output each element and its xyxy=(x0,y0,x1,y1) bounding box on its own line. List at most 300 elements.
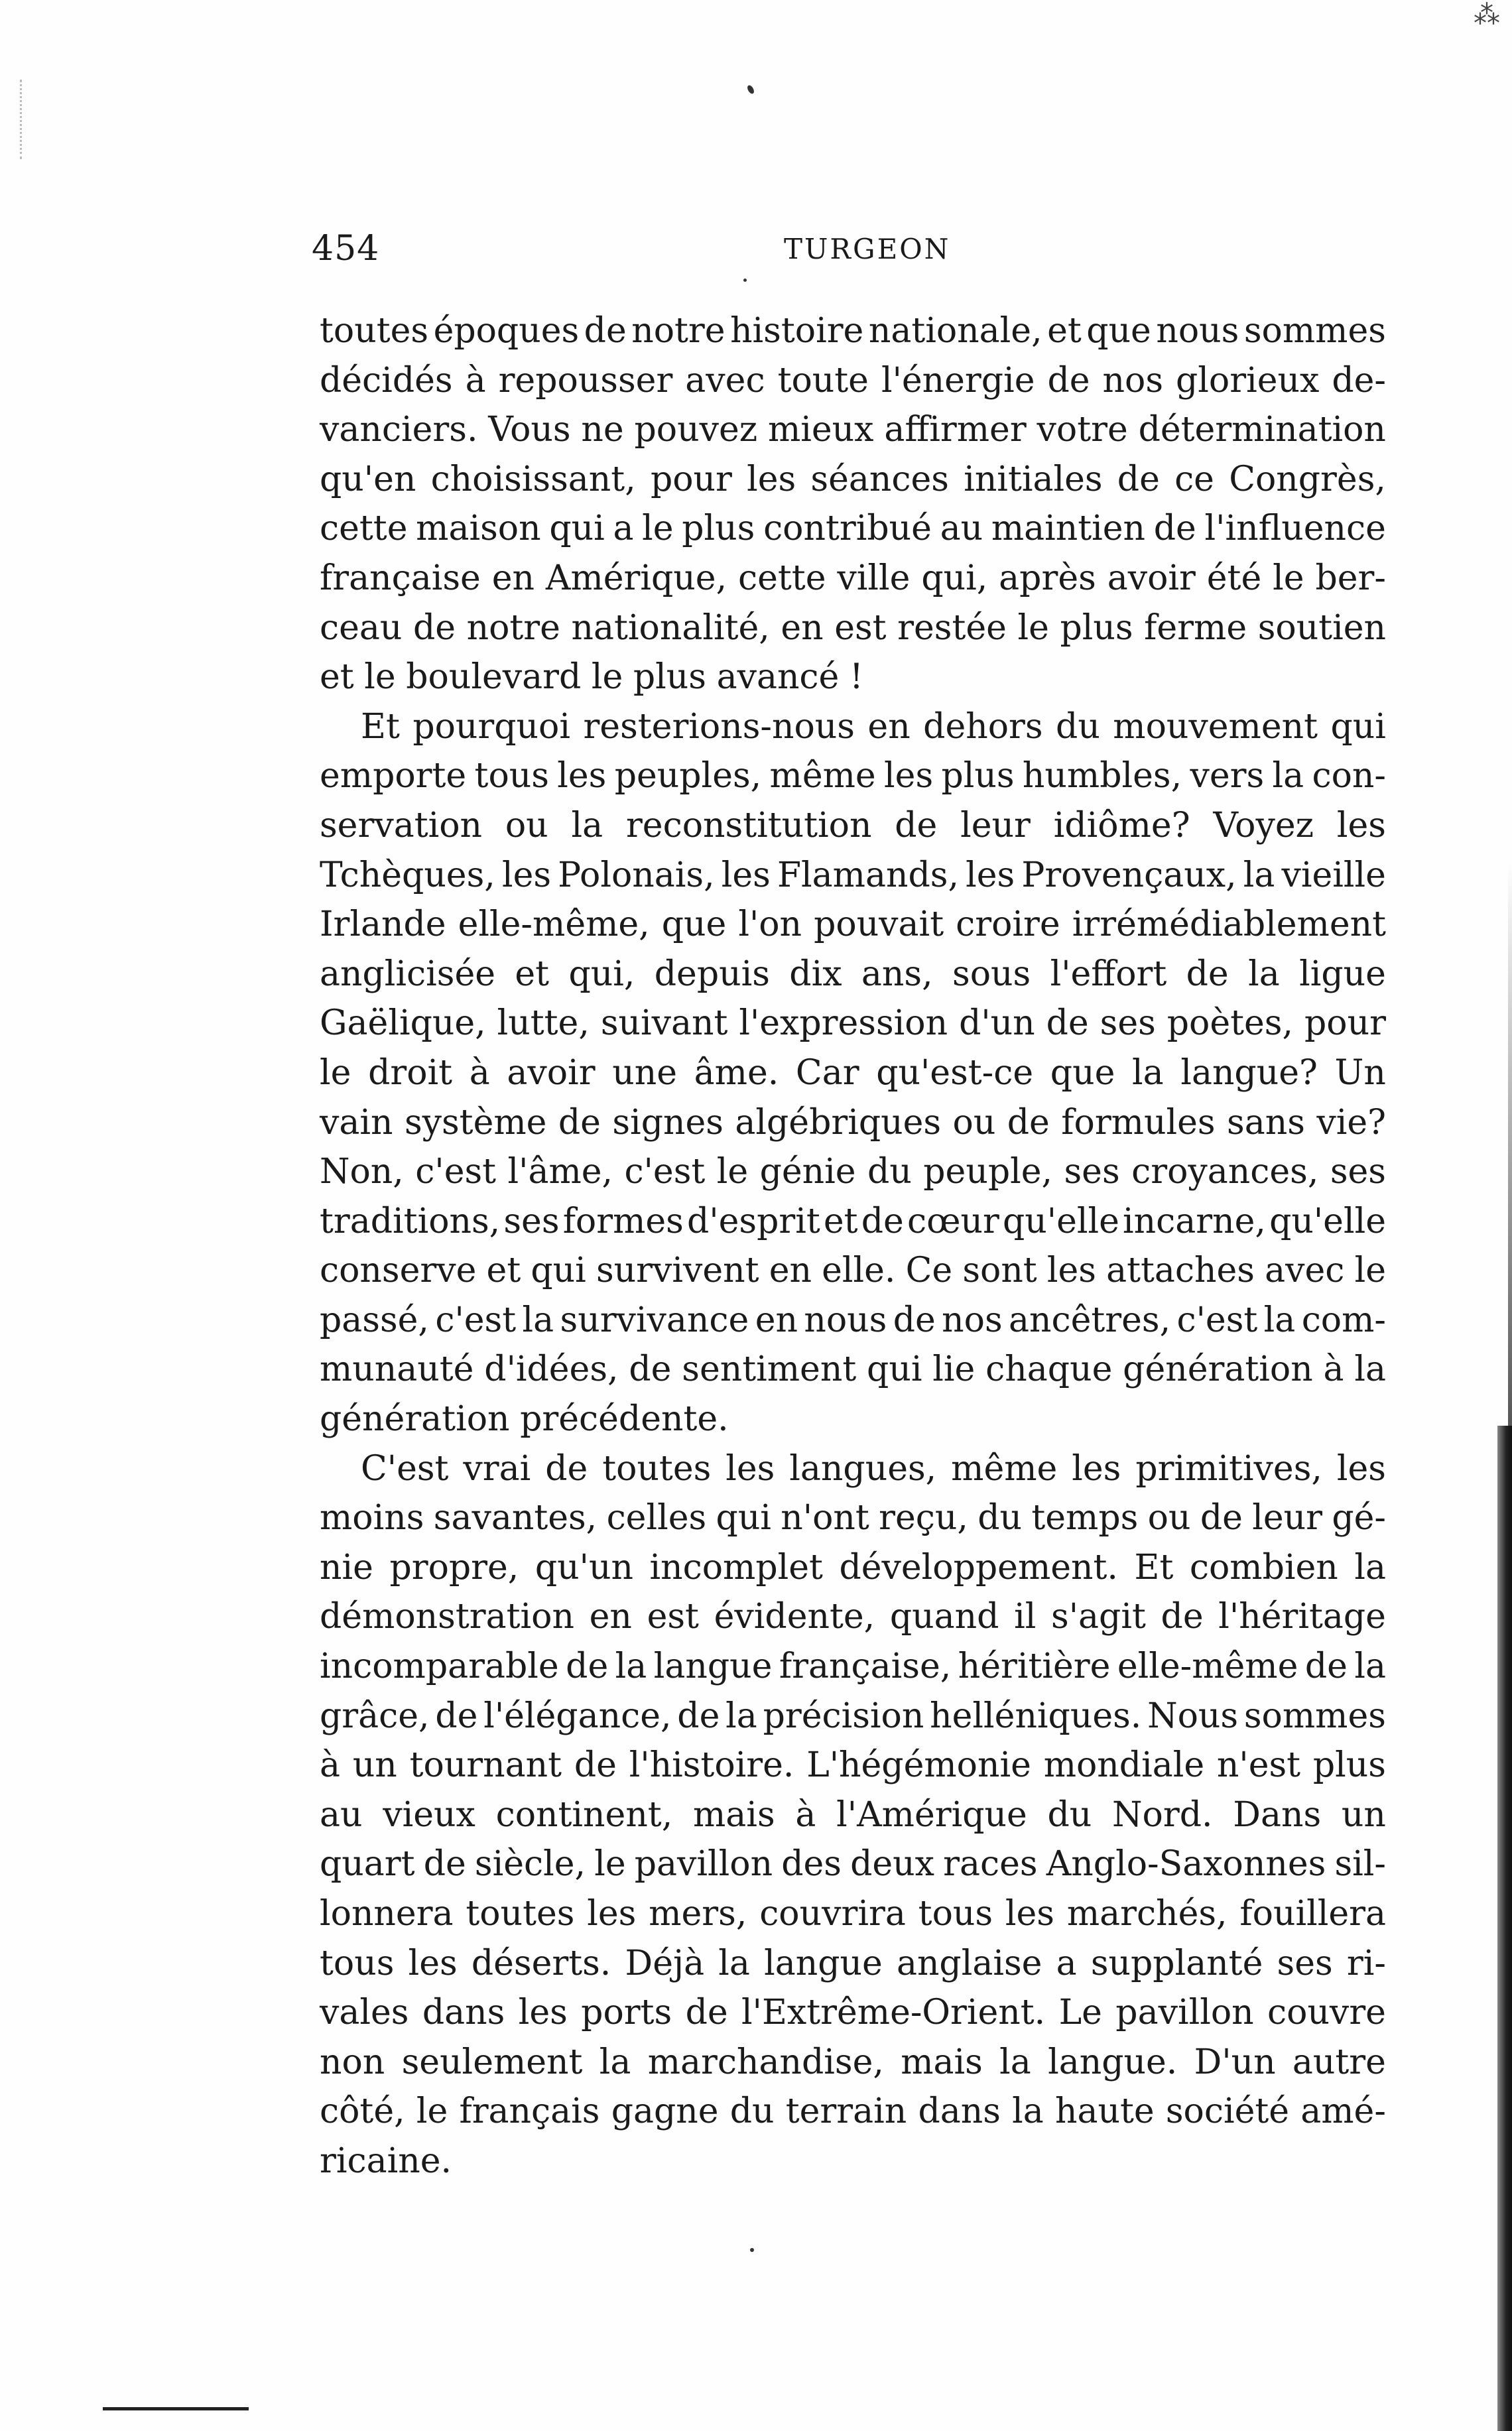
word: boulevard xyxy=(406,657,582,698)
text-line xyxy=(320,702,1386,752)
word: elle-même xyxy=(1117,1647,1298,1687)
word: le xyxy=(1273,558,1304,598)
word: les xyxy=(1072,1448,1121,1489)
word: avancé xyxy=(716,657,840,698)
word: Dans xyxy=(1233,1794,1322,1835)
word: en xyxy=(491,558,535,598)
word: Un xyxy=(1334,1052,1386,1093)
word: amé- xyxy=(1300,2091,1386,2132)
word: combien xyxy=(1189,1547,1338,1588)
word: ber- xyxy=(1315,558,1386,598)
word: munauté xyxy=(320,1349,474,1390)
word: de xyxy=(1046,1003,1089,1044)
word: avoir xyxy=(507,1052,596,1093)
word: irrémédiablement xyxy=(1072,904,1386,945)
word: n'est xyxy=(1216,1745,1301,1786)
word: de xyxy=(1186,954,1229,994)
word: le xyxy=(320,1052,351,1093)
word: la xyxy=(1012,2091,1044,2132)
word: de xyxy=(545,1448,588,1489)
word: dehors xyxy=(923,706,1043,747)
word: les xyxy=(884,756,934,796)
word: gé- xyxy=(1332,1498,1386,1538)
word: de xyxy=(558,1102,601,1143)
word: la xyxy=(999,2042,1031,2082)
text-line xyxy=(320,554,1386,603)
word: ri- xyxy=(1346,1943,1386,1983)
word: nationalité, xyxy=(571,607,770,648)
word: Tchèques, xyxy=(320,855,495,895)
word: démonstration xyxy=(320,1597,574,1637)
word: algébriques xyxy=(735,1102,942,1143)
word: le xyxy=(594,1844,626,1885)
word: tous xyxy=(918,1894,993,1934)
word: haute xyxy=(1054,2091,1155,2132)
word: langue. xyxy=(1048,2042,1178,2082)
word: humbles, xyxy=(1022,756,1182,796)
word: de xyxy=(1007,1102,1050,1143)
word: couvre xyxy=(1267,1993,1386,2033)
word: précédente. xyxy=(520,1399,729,1440)
page-header xyxy=(312,229,1386,282)
word: qui xyxy=(1330,706,1386,747)
word: le xyxy=(416,2091,448,2132)
word: idiôme? xyxy=(1053,805,1190,845)
word: vieille xyxy=(1281,855,1386,895)
word: sous xyxy=(952,954,1031,994)
word: com- xyxy=(1301,1300,1386,1340)
word: à xyxy=(320,1745,341,1786)
text-line xyxy=(320,2137,1386,2186)
word: le xyxy=(1354,1251,1386,1291)
word: à xyxy=(795,1794,816,1835)
word: quart xyxy=(320,1844,415,1885)
word: savantes, xyxy=(433,1498,598,1538)
word: nous xyxy=(804,1300,887,1340)
text-line xyxy=(320,1988,1386,2038)
word: que xyxy=(1086,311,1151,351)
word: pour xyxy=(1304,1003,1386,1044)
word: anglicisée xyxy=(320,954,496,994)
word: moins xyxy=(320,1498,424,1538)
word: et xyxy=(515,954,550,994)
word: d'idées, xyxy=(484,1349,619,1390)
word: française, xyxy=(779,1647,952,1687)
text-line xyxy=(320,1147,1386,1197)
word: reconstitution xyxy=(625,805,872,845)
word: détermination xyxy=(1138,410,1386,450)
text-line xyxy=(320,1543,1386,1593)
word: un xyxy=(352,1745,397,1786)
word: la xyxy=(1354,1647,1386,1687)
word: française xyxy=(320,558,481,598)
word: cette xyxy=(320,509,408,549)
text-line xyxy=(320,950,1386,999)
word: le xyxy=(364,657,396,698)
word: nos xyxy=(942,1300,1003,1340)
text-line xyxy=(320,405,1386,455)
word: les xyxy=(518,1993,568,2033)
word: Amérique, xyxy=(545,558,727,598)
word: seulement xyxy=(401,2042,583,2082)
text-line xyxy=(320,999,1386,1048)
word: le xyxy=(716,1152,749,1192)
word: sommes xyxy=(1243,1696,1386,1736)
word: Non, xyxy=(320,1152,404,1192)
word: âme. xyxy=(694,1052,779,1093)
word: est xyxy=(647,1597,699,1637)
word: en xyxy=(589,1597,632,1637)
word: formules xyxy=(1061,1102,1216,1143)
word: c'est xyxy=(624,1152,706,1192)
word: de xyxy=(1200,1498,1243,1538)
word: ses xyxy=(1100,1003,1156,1044)
word: et xyxy=(1047,311,1082,351)
word: nous xyxy=(1156,311,1239,351)
word: passé, xyxy=(320,1300,429,1340)
word: choisissant, xyxy=(430,459,636,499)
word: sans xyxy=(1227,1102,1305,1143)
word: C'est xyxy=(361,1448,449,1489)
word: traditions, xyxy=(320,1201,501,1241)
word: décidés xyxy=(320,360,453,401)
word: été xyxy=(1206,558,1262,598)
word: survivent xyxy=(596,1251,759,1291)
word: le xyxy=(591,657,623,698)
word: langue xyxy=(764,1943,883,1983)
scan-speck xyxy=(746,84,755,95)
word: ports xyxy=(581,1993,672,2033)
word: Ce xyxy=(905,1251,953,1291)
word: les xyxy=(747,459,796,499)
word: maintien xyxy=(991,509,1146,549)
word: deux xyxy=(850,1844,935,1885)
word: l'histoire. xyxy=(629,1745,794,1786)
text-line xyxy=(320,801,1386,851)
word: avoir xyxy=(1107,558,1196,598)
binding-shadow xyxy=(1497,1426,1512,2431)
word: qui, xyxy=(921,558,988,598)
word: nationale, xyxy=(868,311,1042,351)
word: et xyxy=(320,657,354,698)
text-line xyxy=(320,1939,1386,1989)
word: initiales xyxy=(964,459,1103,499)
word: Le xyxy=(1058,1993,1102,2033)
word: en xyxy=(755,1300,798,1340)
word: les xyxy=(725,1448,775,1489)
word: de xyxy=(423,1844,466,1885)
word: pavillon xyxy=(1115,1993,1254,2033)
word: avec xyxy=(1265,1251,1345,1291)
word: l'on xyxy=(738,904,802,945)
word: marchés, xyxy=(1066,1894,1228,1934)
word: qui xyxy=(531,1251,586,1291)
word: incarne, xyxy=(1123,1201,1266,1241)
word: ou xyxy=(952,1102,996,1143)
word: Flamands, xyxy=(777,855,959,895)
word: ou xyxy=(505,805,548,845)
word: le xyxy=(642,509,674,549)
word: emporte xyxy=(320,756,467,796)
word: français xyxy=(459,2091,600,2132)
word: s'agit xyxy=(1051,1597,1146,1637)
word: signes xyxy=(612,1102,724,1143)
word: de xyxy=(677,1696,720,1736)
word: système xyxy=(404,1102,547,1143)
word: c'est xyxy=(435,1300,517,1340)
word: la xyxy=(522,1300,554,1340)
word: Gaëlique, xyxy=(320,1003,486,1044)
text-line xyxy=(320,603,1386,653)
word: ses xyxy=(1330,1152,1386,1192)
word: l'influence xyxy=(1204,509,1386,549)
word: les xyxy=(966,855,1015,895)
text-line xyxy=(320,653,1386,702)
word: ou xyxy=(1147,1498,1191,1538)
word: langue xyxy=(653,1647,773,1687)
word: du xyxy=(1056,706,1100,747)
word: les xyxy=(1005,1894,1054,1934)
word: une xyxy=(612,1052,677,1093)
word: mers, xyxy=(649,1894,747,1934)
text-line xyxy=(320,1444,1386,1494)
word: qui xyxy=(549,509,605,549)
word: Polonais, xyxy=(558,855,715,895)
word: la xyxy=(1243,855,1275,895)
scan-edge-marks xyxy=(20,80,25,159)
word: Et xyxy=(1134,1547,1174,1588)
word: helléniques. xyxy=(930,1696,1142,1736)
word: au xyxy=(940,509,983,549)
word: l'énergie xyxy=(881,360,1035,401)
word: langues, xyxy=(789,1448,937,1489)
word: l'Extrême-Orient. xyxy=(741,1993,1046,2033)
word: maison xyxy=(416,509,541,549)
word: du xyxy=(1047,1794,1092,1835)
word: d'esprit xyxy=(687,1201,820,1241)
text-line xyxy=(320,1839,1386,1889)
word: en xyxy=(867,706,911,747)
text-line xyxy=(320,1296,1386,1345)
word: Nous xyxy=(1147,1696,1239,1736)
word: D'un xyxy=(1194,2042,1276,2082)
word: de xyxy=(895,805,938,845)
word: toute xyxy=(777,360,869,401)
word: votre xyxy=(1037,410,1128,450)
page-number: 454 xyxy=(312,229,380,269)
text-line xyxy=(320,1246,1386,1296)
word: restée xyxy=(897,607,1007,648)
text-line xyxy=(320,751,1386,801)
word: les xyxy=(557,756,607,796)
word: la xyxy=(725,1696,757,1736)
word: L'hégémonie xyxy=(806,1745,1031,1786)
word: le xyxy=(1017,607,1049,648)
word: plus xyxy=(633,657,706,698)
word: que xyxy=(661,904,727,945)
word: mondiale xyxy=(1043,1745,1205,1786)
word: l'héritage xyxy=(1218,1597,1386,1637)
word: continent, xyxy=(495,1794,673,1835)
word: dans xyxy=(422,1993,505,2033)
word: Nord. xyxy=(1112,1794,1213,1835)
scan-speck xyxy=(750,2248,754,2252)
word: d'un xyxy=(959,1003,1035,1044)
word: de xyxy=(412,607,456,648)
text-line xyxy=(320,504,1386,554)
word: resterions-nous xyxy=(583,706,855,747)
word: les xyxy=(721,855,771,895)
word: du xyxy=(977,1498,1023,1538)
word: vie? xyxy=(1316,1102,1386,1143)
word: de xyxy=(1153,509,1196,549)
word: sont xyxy=(962,1251,1037,1291)
word: depuis xyxy=(654,954,770,994)
text-line xyxy=(320,1493,1386,1543)
text-line xyxy=(320,2038,1386,2088)
word: de xyxy=(574,1745,617,1786)
word: fouillera xyxy=(1239,1894,1386,1934)
word: nos xyxy=(1102,360,1164,401)
word: ricaine. xyxy=(320,2141,452,2181)
word: de xyxy=(685,1993,728,2033)
word: de- xyxy=(1332,360,1386,401)
text-line xyxy=(320,1345,1386,1395)
word: Irlande xyxy=(320,904,446,945)
text-line xyxy=(320,1889,1386,1939)
word: tous xyxy=(320,1943,395,1983)
word: temps xyxy=(1031,1498,1139,1538)
word: plus xyxy=(1312,1745,1386,1786)
word: pavillon xyxy=(634,1844,773,1885)
word: suivant xyxy=(600,1003,728,1044)
word: qu'est-ce xyxy=(876,1052,1034,1093)
word: leur xyxy=(1252,1498,1322,1538)
word: sentiment xyxy=(682,1349,857,1390)
word: l'expression xyxy=(739,1003,948,1044)
word: notre xyxy=(466,607,560,648)
word: supplanté xyxy=(1090,1943,1263,1983)
word: pouvait xyxy=(814,904,944,945)
text-line xyxy=(320,1741,1386,1790)
word: survivance xyxy=(560,1300,749,1340)
word: lonnera xyxy=(320,1894,454,1934)
word: la xyxy=(1272,756,1304,796)
word: la xyxy=(1132,1052,1164,1093)
word: les xyxy=(501,855,552,895)
word: qu'un xyxy=(535,1547,633,1588)
word: de xyxy=(629,1349,672,1390)
word: celles xyxy=(606,1498,707,1538)
text-line xyxy=(320,1197,1386,1247)
word: en xyxy=(781,607,824,648)
word: qu'elle xyxy=(1003,1201,1119,1241)
text-line xyxy=(320,900,1386,950)
word: Car xyxy=(795,1052,859,1093)
word: dix xyxy=(789,954,842,994)
word: peuples, xyxy=(614,756,762,796)
word: a xyxy=(613,509,634,549)
word: autre xyxy=(1292,2042,1386,2082)
word: repousser xyxy=(498,360,673,401)
word: l'effort xyxy=(1050,954,1167,994)
word: croyances, xyxy=(1131,1152,1319,1192)
word: poètes, xyxy=(1166,1003,1294,1044)
word: à xyxy=(1323,1349,1344,1390)
word: mais xyxy=(693,1794,775,1835)
word: Déjà xyxy=(625,1943,705,1983)
word: conserve xyxy=(320,1251,477,1291)
word: génération xyxy=(320,1399,510,1440)
text-line xyxy=(320,2087,1386,2137)
word: de xyxy=(435,1696,478,1736)
word: avec xyxy=(685,360,765,401)
text-line xyxy=(320,1395,1386,1444)
word: elle. xyxy=(822,1251,896,1291)
word: primitives, xyxy=(1135,1448,1322,1489)
word: la xyxy=(599,2042,631,2082)
text-line xyxy=(320,1692,1386,1741)
word: et xyxy=(486,1251,521,1291)
word: Voyez xyxy=(1213,805,1314,845)
word: dans xyxy=(918,2091,1001,2132)
word: l'élégance, xyxy=(483,1696,672,1736)
word: Provençaux, xyxy=(1021,855,1237,895)
word: quand xyxy=(889,1597,999,1637)
word: la xyxy=(1354,1547,1386,1588)
word: vers xyxy=(1190,756,1265,796)
word: vrai xyxy=(463,1448,531,1489)
word: les xyxy=(1336,1448,1386,1489)
word: ligue xyxy=(1299,954,1386,994)
word: sil- xyxy=(1334,1844,1386,1885)
word: pouvez xyxy=(634,410,758,450)
word: qui xyxy=(716,1498,771,1538)
word: toutes xyxy=(320,311,429,351)
word: mouvement xyxy=(1113,706,1318,747)
word: ans, xyxy=(861,954,933,994)
text-line xyxy=(320,851,1386,901)
word: couvrira xyxy=(759,1894,906,1934)
word: l'Amérique xyxy=(836,1794,1027,1835)
word: droit xyxy=(368,1052,453,1093)
word: vales xyxy=(320,1993,409,2033)
word: histoire xyxy=(730,311,864,351)
word: tous xyxy=(474,756,549,796)
word: formes xyxy=(562,1201,684,1241)
word: peuple, xyxy=(923,1152,1053,1192)
word: de xyxy=(1304,1647,1348,1687)
word: cœur xyxy=(907,1201,999,1241)
word: plus xyxy=(682,509,755,549)
word: ses xyxy=(503,1201,560,1241)
word: qui, xyxy=(568,954,635,994)
word: séances xyxy=(810,459,949,499)
word: époques xyxy=(433,311,580,351)
word: pour xyxy=(650,459,732,499)
word: du xyxy=(729,2091,775,2132)
word: incomplet xyxy=(649,1547,823,1588)
word: évidente, xyxy=(714,1597,875,1637)
word: Congrès, xyxy=(1229,459,1386,499)
word: vanciers. xyxy=(320,410,478,450)
word: siècle, xyxy=(474,1844,586,1885)
word: sommes xyxy=(1243,311,1386,351)
word: grâce, xyxy=(320,1696,430,1736)
word: que xyxy=(1050,1052,1115,1093)
word: la xyxy=(615,1647,647,1687)
word: non xyxy=(320,2042,385,2082)
